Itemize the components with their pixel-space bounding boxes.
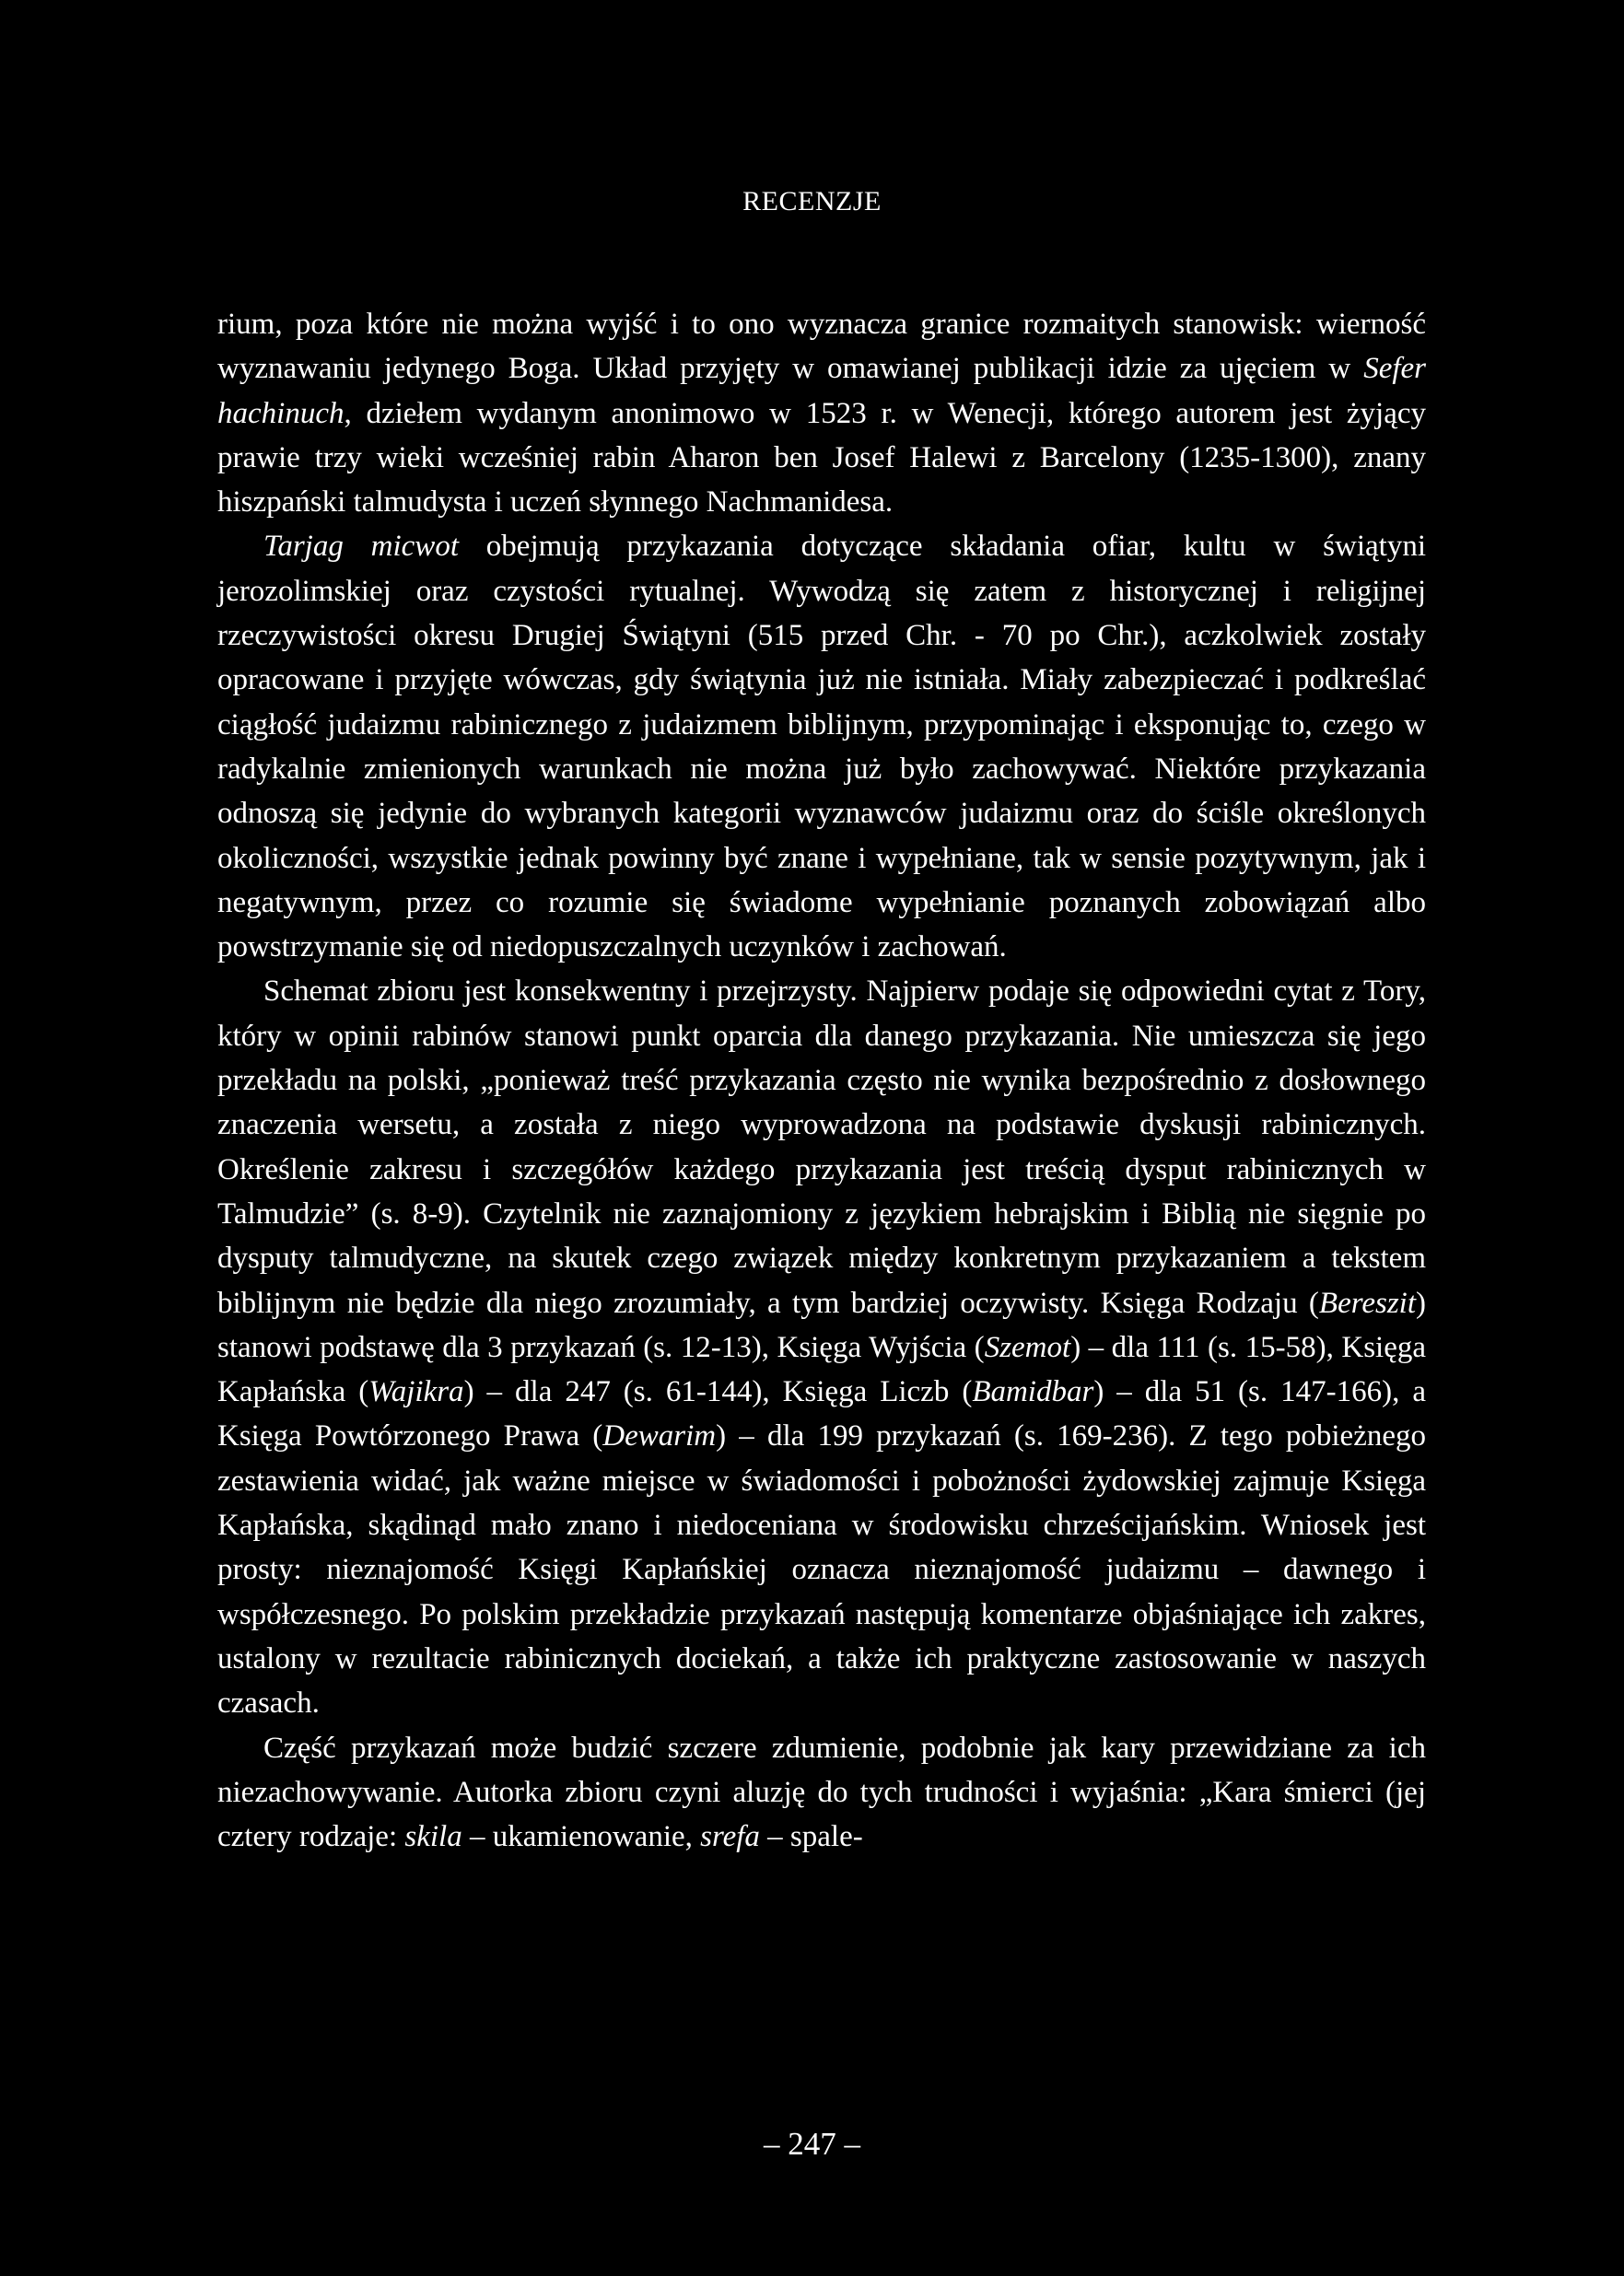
italic-term-szemot: Szemot [984,1330,1071,1364]
italic-term-bereszit: Bereszit [1318,1286,1416,1320]
text-run: ) – dla 51 (s. 147-166), a Księga Powtórzonego Prawa ( [217,1375,1426,1453]
italic-title-sefer-hachinuch: Sefer hachinuch [217,352,1426,430]
italic-term-dewarim: Dewarim [602,1419,717,1453]
running-title: RECENZJE [742,186,882,216]
text-run: Część przykazań może budzić szczere zdumienie, podobnie jak kary przewidziane za ich niezachowywanie. Autorka zbioru czyni aluzję do tych trudności i wyjaśnia: „Kara śmierci (jej cztery rodzaje: [217,1731,1426,1854]
page-footer [0,2126,1624,2163]
text-run: – spale- [759,1820,863,1854]
paragraph-3 [217,969,1426,1725]
italic-term-skila: skila [404,1820,462,1854]
paragraph-2 [217,524,1426,969]
text-run: ) – dla 199 przykazań (s. 169-236). Z tego pobieżnego zestawienia widać, jak ważne miejsce w świadomości i pobożności żydowskiej zajmuje Księga Kapłańska, skądinąd mało znano i niedoceniana w środowisku chrześcijańskim. Wniosek jest prosty: nieznajomość Księgi Kapłańskiej oznacza nieznajomość judaizmu – dawnego i współczesnego. Po polskim przekładzie przykazań następują komentarze objaśniające ich zakres, ustalony w rezultacie rabinicznych dociekań, a także ich praktyczne zastosowanie w naszych czasach. [217,1419,1426,1721]
italic-term-tarjag-micwot: Tarjag micwot [263,530,459,564]
text-run: Schemat zbioru jest konsekwentny i przejrzysty. Najpierw podaje się odpowiedni cytat z Tory, który w opinii rabinów stanowi punkt oparcia dla danego przykazania. Nie umieszcza się jego przekładu na polski, „ponieważ treść przykazania często nie wynika bezpośrednio z dosłownego znaczenia wersetu, a została z niego wyprowadzona na podstawie dyskusji rabinicznych. Określenie zakresu i szczegółów każdego przykazania jest treścią dysput rabinicznych w Talmudzie” (s. 8-9). Czytelnik nie zaznajomiony z językiem hebrajskim i Biblią nie sięgnie po dysputy talmudyczne, na skutek czego związek między konkretnym przykazaniem a tekstem biblijnym nie będzie dla niego zrozumiały, a tym bardziej oczywisty. Księga Rodzaju ( [217,975,1426,1320]
italic-term-srefa: srefa [700,1820,760,1854]
text-run: rium, poza które nie można wyjść i to ono wyznacza granice rozmaitych stanowisk: wierność wyznawaniu jedynego Boga. Układ przyjęty w omawianej publikacji idzie za ujęciem w [217,308,1426,386]
page-number: – 247 – [764,2126,860,2162]
article-body [217,302,1426,1859]
italic-term-wajikra: Wajikra [368,1375,464,1409]
text-run: – ukamienowanie, [461,1820,701,1854]
running-header [0,186,1624,217]
italic-term-bamidbar: Bamidbar [972,1375,1094,1409]
text-run: ) stanowi podstawę dla 3 przykazań (s. 12-13), Księga Wyjścia ( [217,1286,1426,1364]
paragraph-1 [217,302,1426,524]
text-run: obejmują przykazania dotyczące składania ofiar, kultu w świątyni jerozolimskiej oraz czystości rytualnej. Wywodzą się zatem z historycznej i religijnej rzeczywistości okresu Drugiej Świątyni (515 przed Chr. - 70 po Chr.), aczkolwiek zostały opracowane i przyjęte wówczas, gdy świątynia już nie istniała. Miały zabezpieczać i podkreślać ciągłość judaizmu rabinicznego z judaizmem biblijnym, przypominając i eksponując to, czego w radykalnie zmienionych warunkach nie można już było zachowywać. Niektóre przykazania odnoszą się jedynie do wybranych kategorii wyznawców judaizmu oraz do ściśle określonych okoliczności, wszystkie jednak powinny być znane i wypełniane, tak w sensie pozytywnym, jak i negatywnym, przez co rozumie się świadome wypełnianie poznanych zobowiązań albo powstrzymanie się od niedopuszczalnych uczynków i zachowań. [217,530,1426,964]
text-run: , dziełem wydanym anonimowo w 1523 r. w Wenecji, którego autorem jest żyjący prawie trzy wieki wcześniej rabin Aharon ben Josef Halewi z Barcelony (1235-1300), znany hiszpański talmudysta i uczeń słynnego Nachmanidesa. [217,396,1426,519]
paragraph-4 [217,1726,1426,1860]
text-run: ) – dla 247 (s. 61-144), Księga Liczb ( [463,1375,973,1409]
text-run: ) – dla 111 (s. 15-58), Księga Kapłańska ( [217,1330,1426,1409]
